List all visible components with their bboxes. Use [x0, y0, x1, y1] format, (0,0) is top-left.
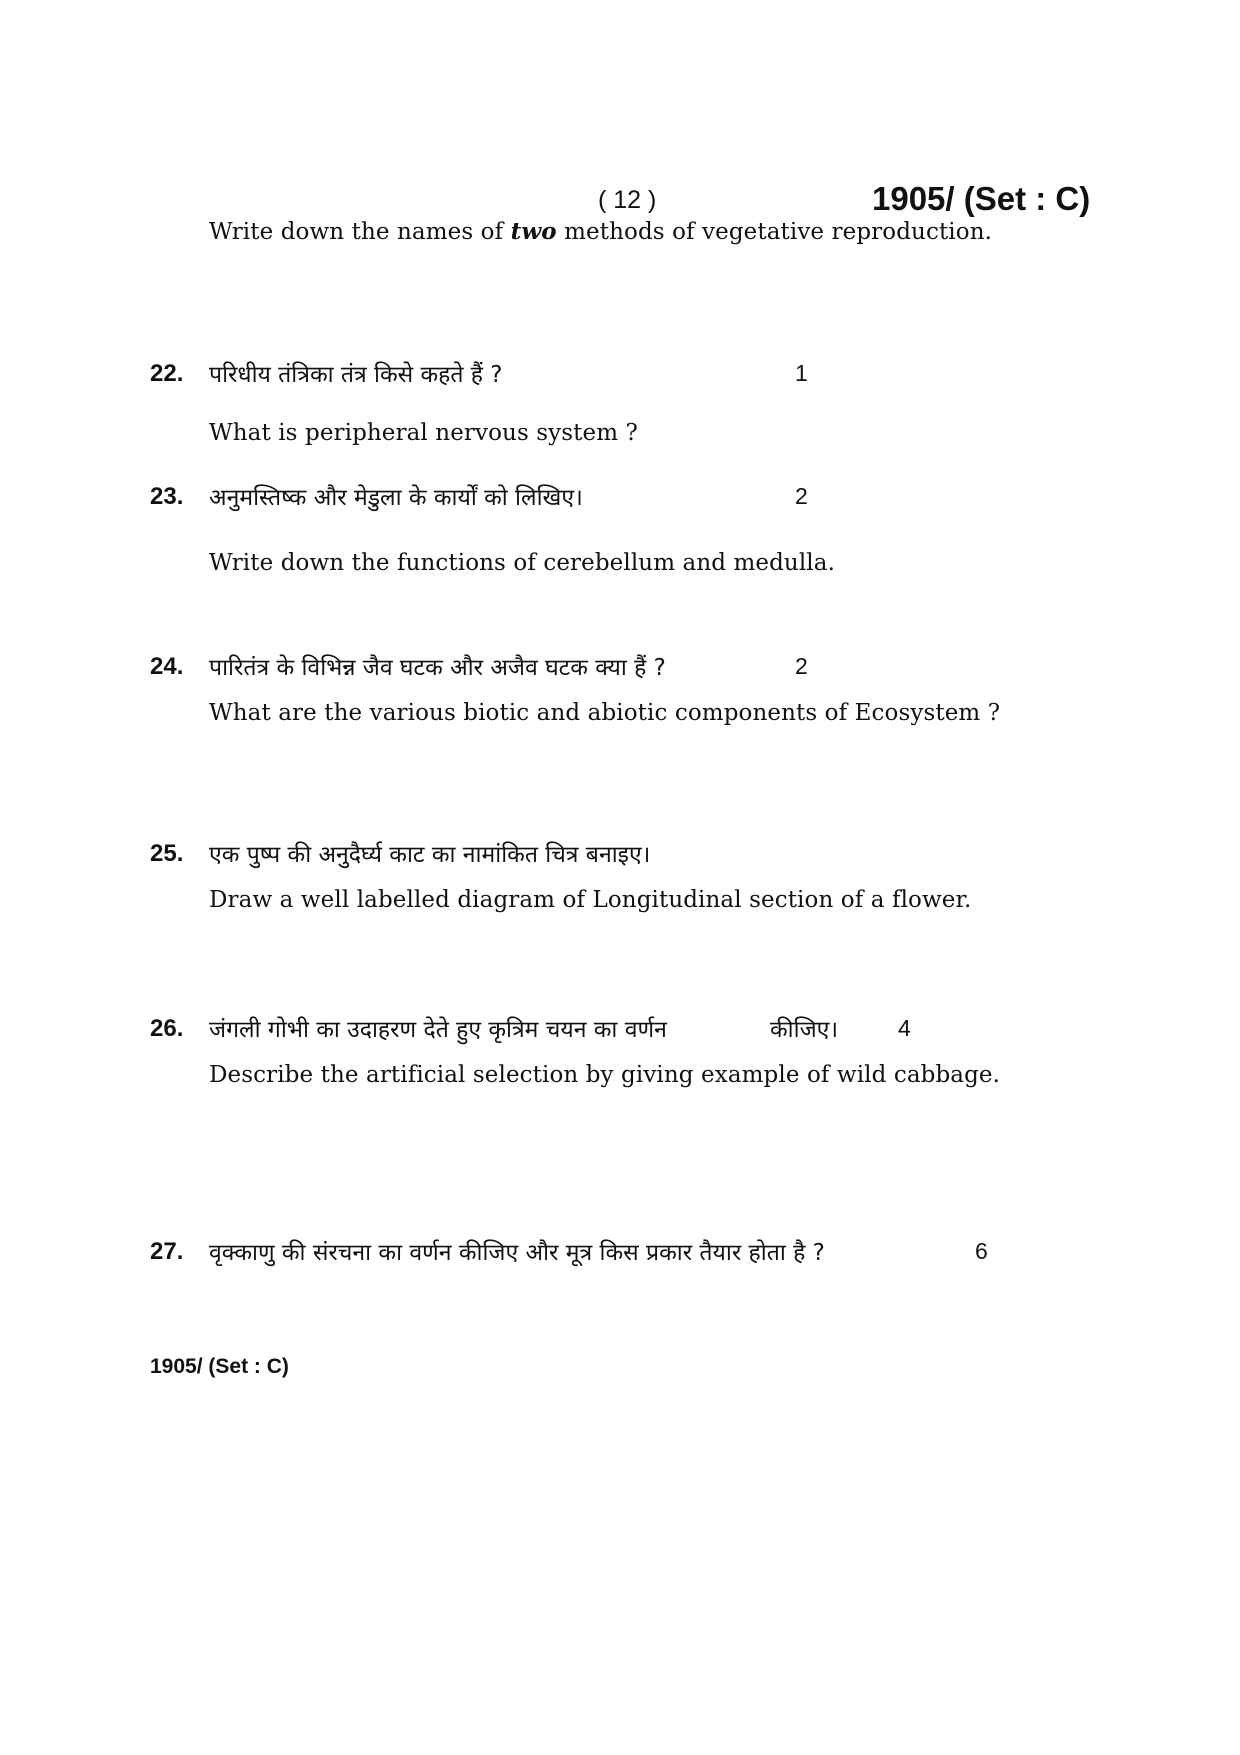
question-27-number: 27. [150, 1238, 184, 1265]
question-22-number: 22. [150, 360, 184, 387]
question-24-hindi: पारितंत्र के विभिन्न जैव घटक और अजैव घटक क्या हैं ? [209, 655, 666, 681]
question-26-hindi: जंगली गोभी का उदाहरण देते हुए कृत्रिम चयन का वर्णन [209, 1017, 667, 1043]
intro-emphasis: two [510, 218, 557, 245]
intro-text-after: methods of vegetative reproduction. [556, 219, 993, 245]
question-26-english: Describe the artificial selection by giving example of wild cabbage. [209, 1062, 1001, 1088]
question-22-hindi: परिधीय तंत्रिका तंत्र किसे कहते हैं ? [209, 362, 503, 388]
question-26-marks: 4 [898, 1015, 911, 1041]
question-27-hindi: वृक्काणु की संरचना का वर्णन कीजिए और मूत्र किस प्रकार तैयार होता है ? [209, 1240, 825, 1266]
question-25-english: Draw a well labelled diagram of Longitudinal section of a flower. [209, 887, 972, 913]
intro-text-before: Write down the names of [209, 219, 511, 245]
question-23-hindi: अनुमस्तिष्क और मेडुला के कार्यों को लिखिए। [209, 485, 583, 511]
question-25-hindi: एक पुष्प की अनुदैर्घ्य काट का नामांकित चित्र बनाइए। [209, 842, 651, 868]
paper-code-footer: 1905/ (Set : C) [150, 1355, 289, 1378]
question-22-marks: 1 [795, 360, 808, 386]
question-24-marks: 2 [795, 653, 808, 679]
question-25-number: 25. [150, 840, 184, 867]
question-22-english: What is peripheral nervous system ? [209, 420, 638, 446]
question-27-marks: 6 [975, 1238, 988, 1264]
page-number: ( 12 ) [598, 186, 657, 214]
question-26-hindi-tail: कीजिए। [770, 1017, 839, 1043]
question-24-number: 24. [150, 653, 184, 680]
paper-code-header: 1905/ (Set : C) [872, 180, 1091, 217]
question-23-number: 23. [150, 483, 184, 510]
question-24-english: What are the various biotic and abiotic components of Ecosystem ? [209, 700, 1001, 726]
question-23-english: Write down the functions of cerebellum and medulla. [209, 550, 835, 576]
question-26-number: 26. [150, 1015, 184, 1042]
question-23-marks: 2 [795, 483, 808, 509]
intro-question-line [209, 218, 992, 245]
